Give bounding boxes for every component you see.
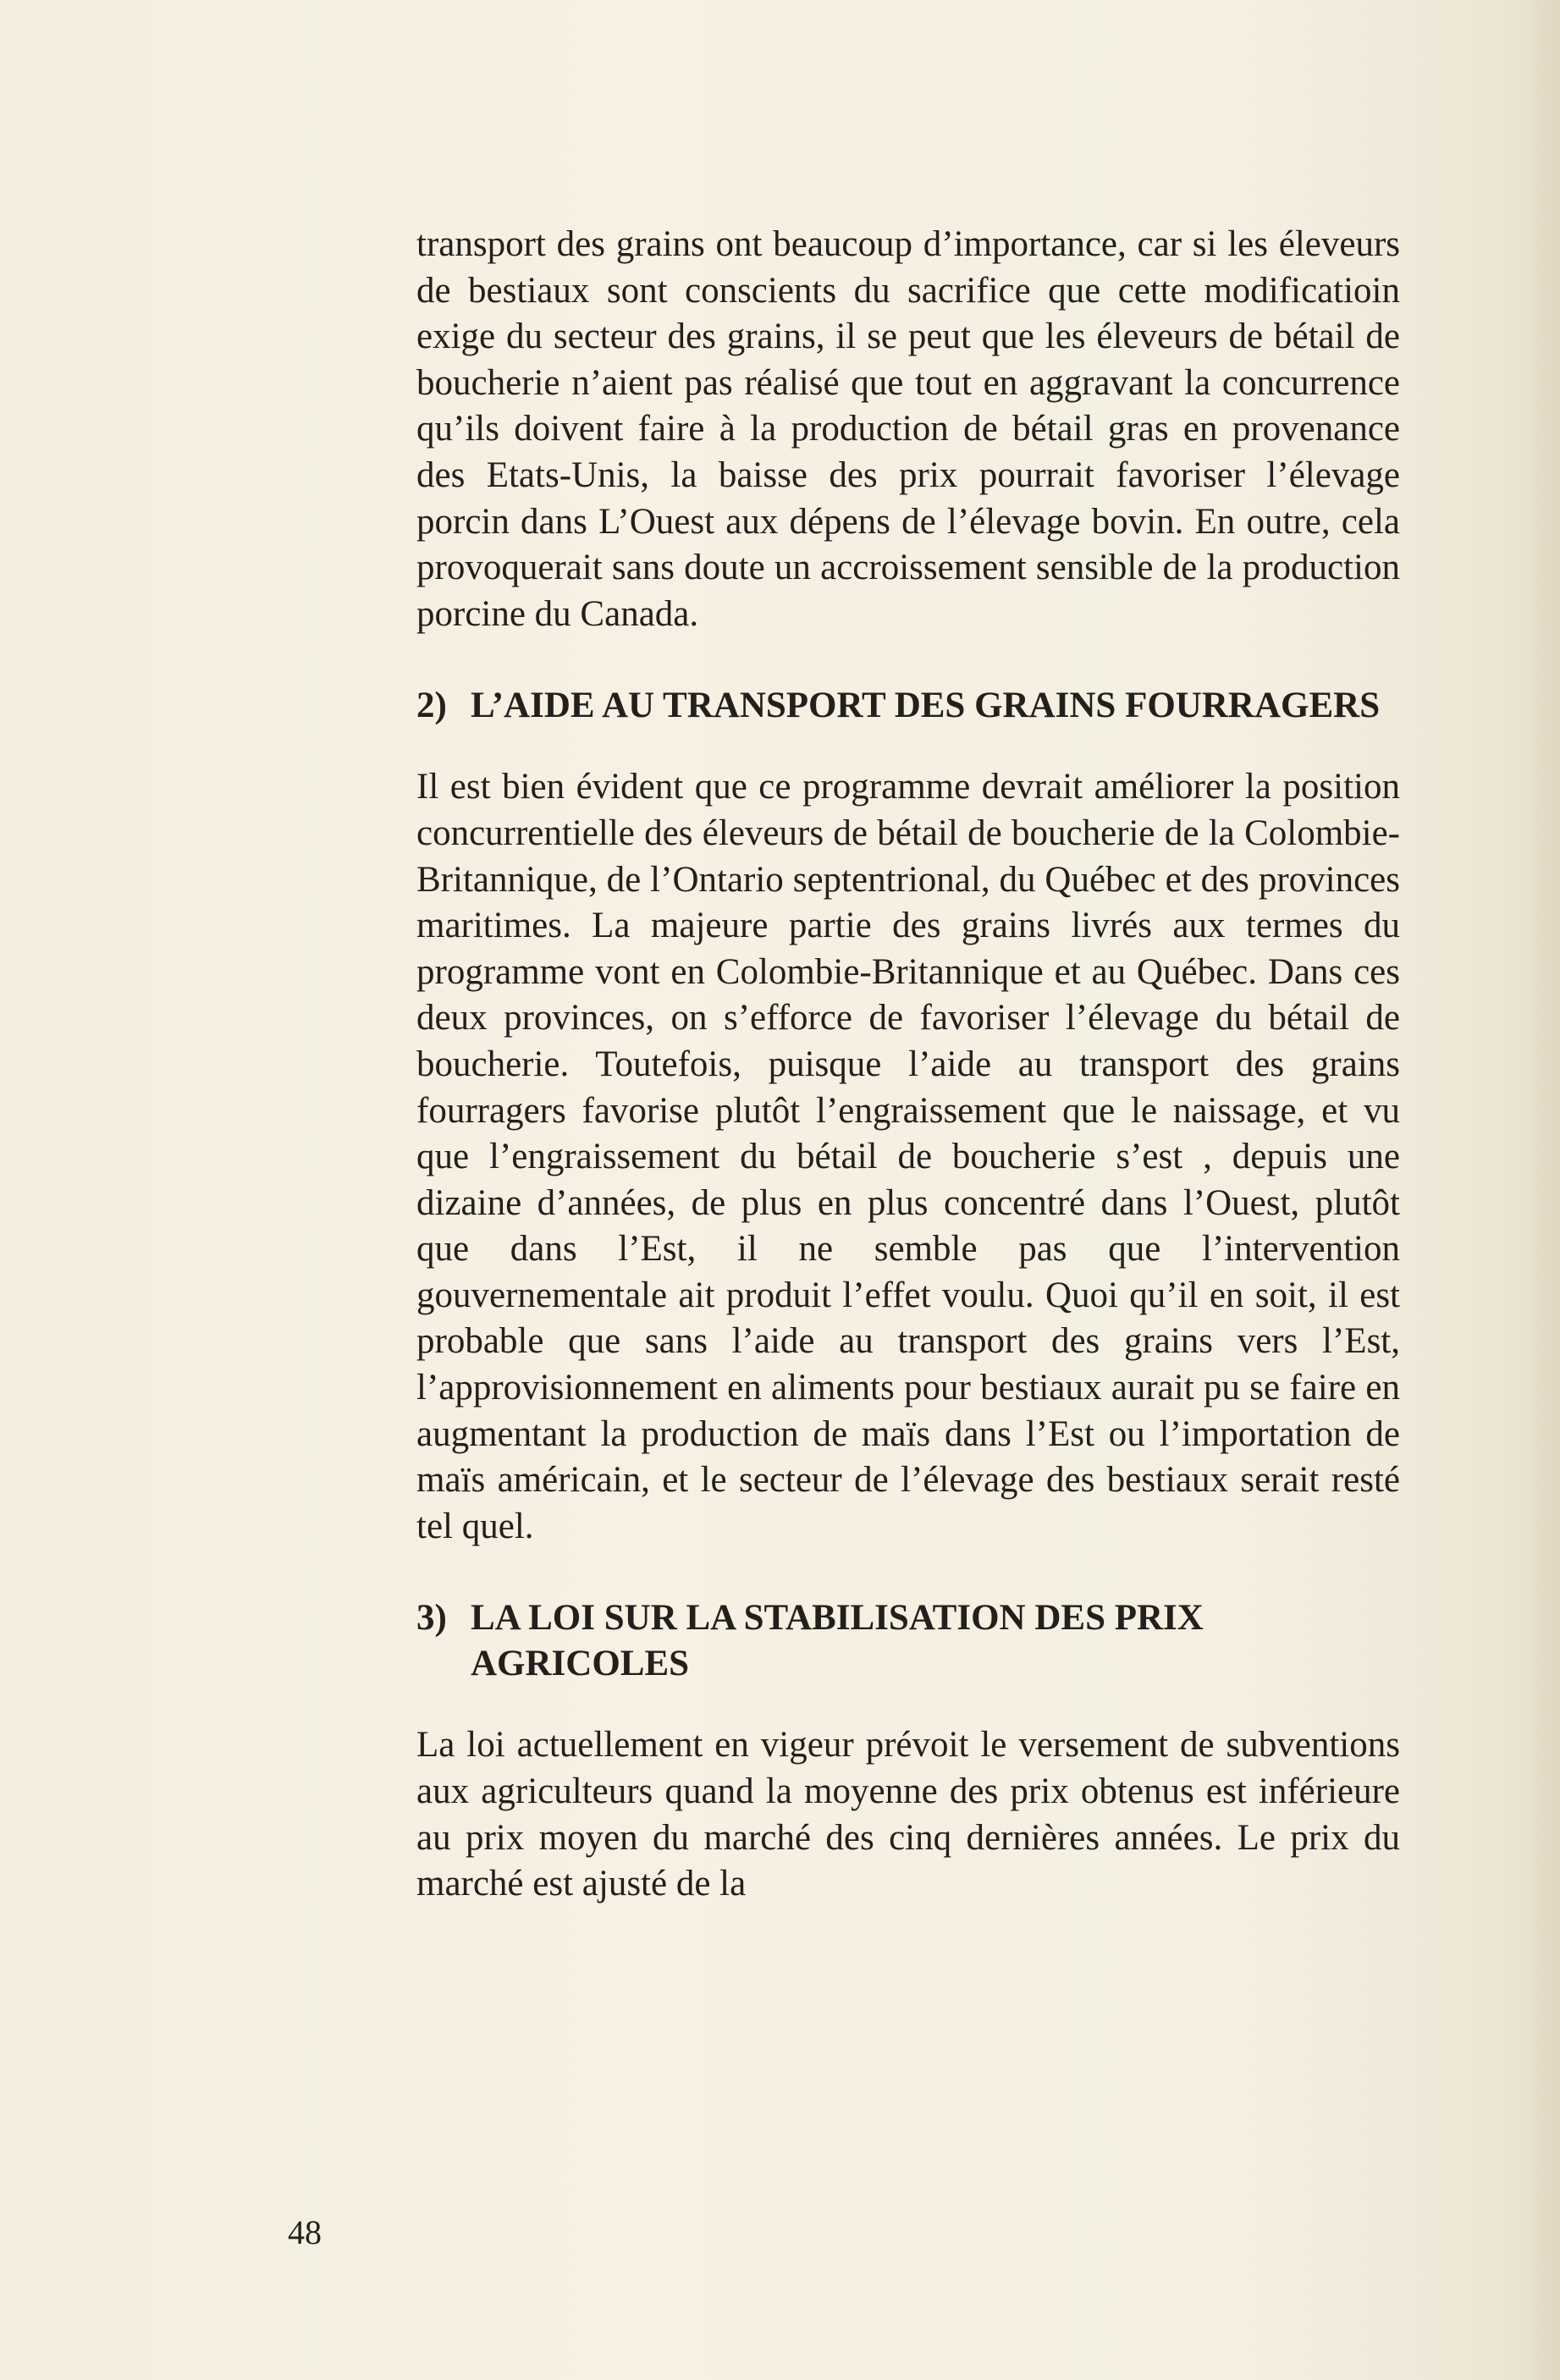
section-3-paragraph: La loi actuellement en vigeur prévoit le versement de subventions aux agriculteurs quand la moyenne des prix obtenus est inférieure au prix moyen du marché des cinq dernières années. Le prix du marché est ajusté de la xyxy=(416,1725,1400,1904)
page-number: 48 xyxy=(288,2213,322,2251)
section-title: L’AIDE AU TRANSPORT DES GRAINS FOURRAGERS xyxy=(471,686,1381,726)
intro-paragraph: transport des grains ont beaucoup d’importance, car si les éleveurs de bestiaux sont conscients du sacrifice que cette modificatioin exige du secteur des grains, il se peut que les éleveurs de bétail de boucherie n’aient pas réalisé que tout en aggravant la concurrence qu’ils doivent faire à la production de bétail gras en provenance des Etats-Unis, la baisse des prix pourrait favoriser l’élevage porcin dans L’Ouest aux dépens de l’élevage bovin. En outre, cela provoquerait sans doute un accroissement sensible de la production porcine du Canada. xyxy=(416,224,1400,634)
section-number: 3) xyxy=(416,1598,447,1639)
section-title: LA LOI SUR LA STABILISATION DES PRIX AGRICOLES xyxy=(471,1598,1204,1684)
section-heading-3 xyxy=(416,1595,1400,1687)
text-column xyxy=(416,222,1400,1908)
page-spine-shadow xyxy=(1530,0,1560,2380)
section-2-paragraph: Il est bien évident que ce programme devrait améliorer la position concurrentielle des éleveurs de bétail de boucherie de la Colombie-Britannique, de l’Ontario septentrional, du Québec et des provinces maritimes. La majeure partie des grains livrés aux termes du programme vont en Colombie-Britannique et au Québec. Dans ces deux provinces, on s’efforce de favoriser l’élevage du bétail de boucherie. Toutefois, puisque l’aide au transport des grains fourragers favorise plutôt l’engraissement que le naissage, et vu que l’engraissement du bétail de boucherie s’est , depuis une dizaine d’années, de plus en plus concentré dans l’Ouest, plutôt que dans l’Est, il ne semble pas que l’intervention gouvernementale ait produit l’effet voulu. Quoi qu’il en soit, il est probable que sans l’aide au transport des grains vers l’Est, l’approvisionnement en aliments pour bestiaux aurait pu se faire en augmentant la production de maïs dans l’Est ou l’importation de maïs américain, et le secteur de l’élevage des bestiaux serait resté tel quel. xyxy=(416,767,1400,1546)
section-heading-2 xyxy=(416,683,1400,729)
section-number: 2) xyxy=(416,686,447,726)
